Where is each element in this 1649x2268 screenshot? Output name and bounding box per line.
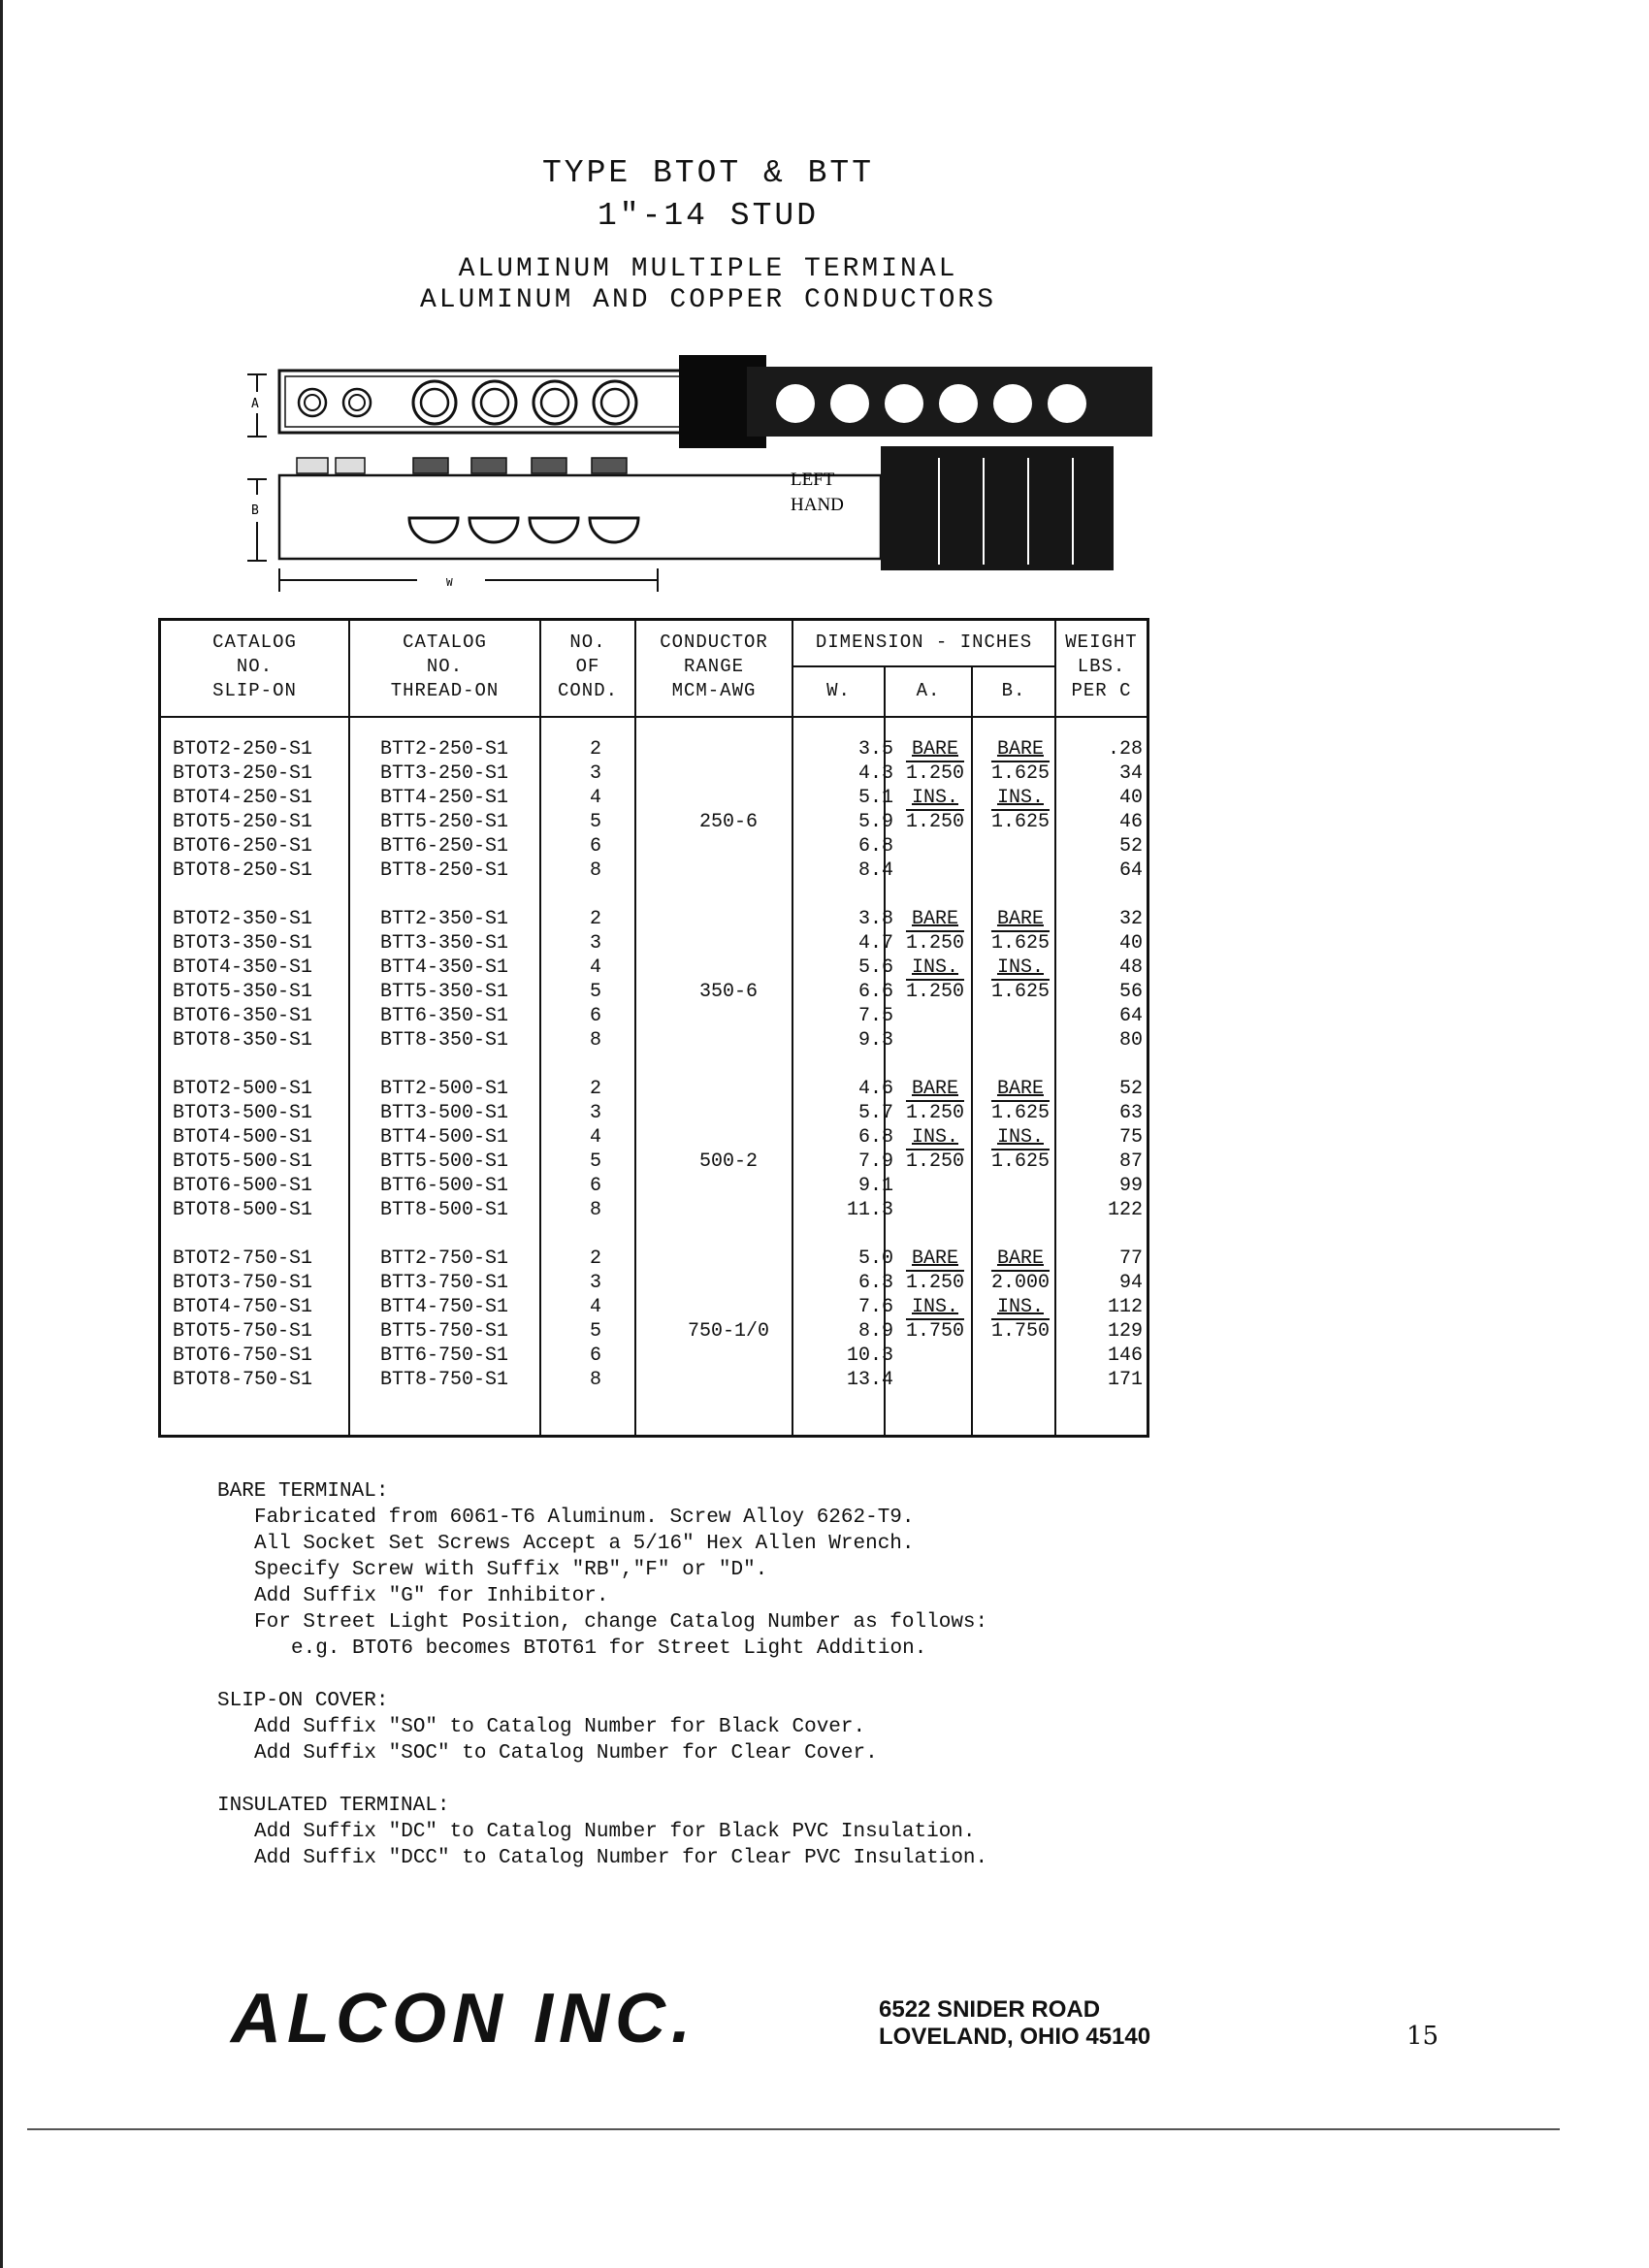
conductor-count-cell: 5 — [590, 981, 602, 1003]
catalog-thread-cell: BTT5-350-S1 — [380, 981, 509, 1003]
catalog-slip-cell: BTOT2-750-S1 — [173, 1247, 313, 1270]
dim-b-cell: 1.625 — [990, 811, 1050, 833]
dim-a-cell: 1.750 — [905, 1320, 964, 1343]
dim-w-cell: 5.9 — [857, 811, 893, 833]
company-address — [879, 1996, 1150, 2051]
header-dimension: DIMENSION - INCHES — [815, 632, 1033, 653]
title-line-2: 1"-14 STUD — [597, 198, 820, 234]
header-rule — [161, 716, 1147, 718]
dimension-b-marker — [247, 479, 267, 561]
dim-w-cell: 9.3 — [857, 1029, 893, 1052]
weight-cell: 129 — [1107, 1320, 1143, 1343]
note-example: e.g. BTOT6 becomes BTOT61 for Street Light Addition. — [291, 1637, 927, 1660]
dim-w-cell: 6.3 — [857, 1272, 893, 1294]
catalog-slip-cell: BTOT3-500-S1 — [173, 1102, 313, 1124]
catalog-thread-cell: BTT4-250-S1 — [380, 787, 509, 809]
screw-heads — [297, 458, 627, 473]
catalog-slip-cell: BTOT6-500-S1 — [173, 1175, 313, 1197]
catalog-slip-cell: BTOT5-500-S1 — [173, 1150, 313, 1173]
dim-b-cell: BARE — [996, 1247, 1044, 1270]
weight-cell: 56 — [1118, 981, 1143, 1003]
catalog-slip-cell: BTOT4-500-S1 — [173, 1126, 313, 1149]
catalog-thread-cell: BTT8-250-S1 — [380, 859, 509, 882]
catalog-thread-cell: BTT3-750-S1 — [380, 1272, 509, 1294]
weight-cell: 64 — [1118, 1005, 1143, 1027]
catalog-thread-cell: BTT6-750-S1 — [380, 1345, 509, 1367]
catalog-thread-cell: BTT3-350-S1 — [380, 932, 509, 955]
conductor-count-cell: 2 — [590, 908, 602, 930]
header-dim-w: W. — [826, 680, 851, 701]
dim-a-cell: 1.250 — [905, 811, 964, 833]
conductor-count-cell: 4 — [590, 956, 602, 979]
dim-a-cell: 1.250 — [905, 1102, 964, 1124]
catalog-thread-cell: BTT6-350-S1 — [380, 1005, 509, 1027]
conductor-count-cell: 2 — [590, 738, 602, 761]
terminal-photo — [679, 355, 1152, 570]
catalog-thread-cell: BTT4-350-S1 — [380, 956, 509, 979]
conductor-range-cell: 350-6 — [698, 981, 758, 1003]
conductor-count-cell: 6 — [590, 835, 602, 858]
page-number: 15 — [1406, 2022, 1439, 2051]
dim-w-cell: 8.9 — [857, 1320, 893, 1343]
dim-b-cell: 1.625 — [990, 762, 1050, 785]
catalog-slip-cell: BTOT8-350-S1 — [173, 1029, 313, 1052]
conductor-count-cell: 5 — [590, 1150, 602, 1173]
conductor-range-cell: 250-6 — [698, 811, 758, 833]
title-line-1: TYPE BTOT & BTT — [541, 155, 875, 191]
dim-b-cell: INS. — [996, 1296, 1044, 1318]
header-dim-b: B. — [1001, 680, 1026, 701]
dim-w-cell: 5.0 — [857, 1247, 893, 1270]
dim-a-cell: 1.250 — [905, 1272, 964, 1294]
dim-a-cell: BARE — [911, 1078, 958, 1100]
catalog-slip-cell: BTOT8-750-S1 — [173, 1369, 313, 1391]
left-hand-label-1: LEFT — [791, 470, 835, 490]
conductor-range-cell: 750-1/0 — [687, 1320, 769, 1343]
note-heading: SLIP-ON COVER: — [217, 1690, 389, 1712]
note-line: Add Suffix "SOC" to Catalog Number for Clear Cover. — [254, 1742, 878, 1765]
scan-edge — [0, 0, 3, 2268]
catalog-thread-cell: BTT3-500-S1 — [380, 1102, 509, 1124]
conductor-count-cell: 2 — [590, 1078, 602, 1100]
dim-w-cell: 7.6 — [857, 1296, 893, 1318]
catalog-slip-cell: BTOT2-250-S1 — [173, 738, 313, 761]
note-line: Fabricated from 6061-T6 Aluminum. Screw Alloy 6262-T9. — [254, 1507, 915, 1529]
weight-cell: 94 — [1118, 1272, 1143, 1294]
note-line: For Street Light Position, change Catalog Number as follows: — [254, 1611, 988, 1634]
dim-b-cell: 1.625 — [990, 981, 1050, 1003]
catalog-slip-cell: BTOT2-350-S1 — [173, 908, 313, 930]
weight-cell: 64 — [1118, 859, 1143, 882]
catalog-thread-cell: BTT8-500-S1 — [380, 1199, 509, 1221]
note-line: Specify Screw with Suffix "RB","F" or "D". — [254, 1559, 768, 1581]
dimension-w-marker — [279, 568, 658, 592]
dim-a-cell: INS. — [911, 1296, 958, 1318]
dim-w-cell: 4.7 — [857, 932, 893, 955]
dim-a-cell: 1.250 — [905, 981, 964, 1003]
catalog-thread-cell: BTT8-350-S1 — [380, 1029, 509, 1052]
dim-b-cell: 1.625 — [990, 932, 1050, 955]
header-catalog-thread: CATALOG NO. THREAD-ON — [390, 632, 500, 701]
dim-b-cell: BARE — [996, 1078, 1044, 1100]
dim-w-cell: 5.6 — [857, 956, 893, 979]
header-dim-a: A. — [916, 680, 941, 701]
terminal-diagram — [223, 349, 1193, 601]
dim-w-cell: 7.9 — [857, 1150, 893, 1173]
dim-w-cell: 8.4 — [857, 859, 893, 882]
conductor-count-cell: 5 — [590, 811, 602, 833]
conductor-count-cell: 6 — [590, 1175, 602, 1197]
subtitle-line-2: ALUMINUM AND COPPER CONDUCTORS — [419, 285, 997, 315]
dim-a-cell: INS. — [911, 1126, 958, 1149]
dim-w-cell: 11.3 — [846, 1199, 893, 1221]
dim-w-cell: 6.6 — [857, 981, 893, 1003]
dim-w-cell: 5.7 — [857, 1102, 893, 1124]
address-line-1: 6522 SNIDER ROAD — [879, 1996, 1101, 2023]
conductor-count-cell: 8 — [590, 1369, 602, 1391]
dim-w-cell: 9.1 — [857, 1175, 893, 1197]
catalog-thread-cell: BTT6-500-S1 — [380, 1175, 509, 1197]
note-line: All Socket Set Screws Accept a 5/16" Hex Allen Wrench. — [254, 1533, 915, 1555]
catalog-thread-cell: BTT2-250-S1 — [380, 738, 509, 761]
dim-b-cell: INS. — [996, 956, 1044, 979]
header-no-cond: NO. OF COND. — [557, 632, 618, 701]
weight-cell: 40 — [1118, 787, 1143, 809]
catalog-thread-cell: BTT2-750-S1 — [380, 1247, 509, 1270]
weight-cell: 80 — [1118, 1029, 1143, 1052]
conductor-count-cell: 3 — [590, 932, 602, 955]
notes-section — [217, 1478, 987, 1871]
dim-w-cell: 7.5 — [857, 1005, 893, 1027]
dim-a-cell: BARE — [911, 908, 958, 930]
dim-b-cell: 1.625 — [990, 1150, 1050, 1173]
conductor-count-cell: 8 — [590, 1199, 602, 1221]
weight-cell: 63 — [1118, 1102, 1143, 1124]
dim-b-cell: BARE — [996, 908, 1044, 930]
dim-a-cell: 1.250 — [905, 932, 964, 955]
dim-b-cell: 1.750 — [990, 1320, 1050, 1343]
dim-b-cell: INS. — [996, 1126, 1044, 1149]
note-heading: INSULATED TERMINAL: — [217, 1795, 450, 1817]
catalog-slip-cell: BTOT3-750-S1 — [173, 1272, 313, 1294]
dim-a-cell: BARE — [911, 1247, 958, 1270]
subtitle-line-1: ALUMINUM MULTIPLE TERMINAL — [458, 254, 958, 284]
weight-cell: 146 — [1107, 1345, 1143, 1367]
catalog-thread-cell: BTT8-750-S1 — [380, 1369, 509, 1391]
dim-a-cell: BARE — [911, 738, 958, 761]
catalog-thread-cell: BTT5-250-S1 — [380, 811, 509, 833]
left-hand-label-2: HAND — [791, 495, 844, 515]
conductor-count-cell: 2 — [590, 1247, 602, 1270]
conductor-count-cell: 4 — [590, 787, 602, 809]
col-divider — [792, 621, 793, 1435]
note-line: Add Suffix "SO" to Catalog Number for Black Cover. — [254, 1716, 866, 1738]
catalog-slip-cell: BTOT3-350-S1 — [173, 932, 313, 955]
catalog-slip-cell: BTOT4-750-S1 — [173, 1296, 313, 1318]
weight-cell: 112 — [1107, 1296, 1143, 1318]
note-line: Add Suffix "G" for Inhibitor. — [254, 1585, 609, 1607]
catalog-slip-cell: BTOT6-350-S1 — [173, 1005, 313, 1027]
weight-cell: 52 — [1118, 1078, 1143, 1100]
dim-w-cell: 10.3 — [846, 1345, 893, 1367]
conductor-range-cell: 500-2 — [698, 1150, 758, 1173]
catalog-slip-cell: BTOT5-250-S1 — [173, 811, 313, 833]
weight-cell: .28 — [1107, 738, 1143, 761]
bottom-rule — [27, 2128, 1560, 2130]
dim-w-cell: 4.6 — [857, 1078, 893, 1100]
catalog-table — [158, 618, 1149, 1438]
conductor-count-cell: 5 — [590, 1320, 602, 1343]
dim-w-cell: 6.8 — [857, 835, 893, 858]
catalog-thread-cell: BTT6-250-S1 — [380, 835, 509, 858]
note-line: Add Suffix "DCC" to Catalog Number for Clear PVC Insulation. — [254, 1847, 988, 1869]
header-range: CONDUCTOR RANGE MCM-AWG — [660, 632, 768, 701]
catalog-slip-cell: BTOT3-250-S1 — [173, 762, 313, 785]
dimension-subheader-rule — [792, 665, 1056, 667]
catalog-slip-cell: BTOT6-750-S1 — [173, 1345, 313, 1367]
col-divider — [539, 621, 541, 1435]
weight-cell: 99 — [1118, 1175, 1143, 1197]
catalog-slip-cell: BTOT8-250-S1 — [173, 859, 313, 882]
weight-cell: 48 — [1118, 956, 1143, 979]
catalog-thread-cell: BTT3-250-S1 — [380, 762, 509, 785]
catalog-slip-cell: BTOT5-350-S1 — [173, 981, 313, 1003]
conductor-count-cell: 8 — [590, 1029, 602, 1052]
col-divider — [348, 621, 350, 1435]
catalog-slip-cell: BTOT6-250-S1 — [173, 835, 313, 858]
note-line: Add Suffix "DC" to Catalog Number for Black PVC Insulation. — [254, 1821, 976, 1843]
catalog-slip-cell: BTOT4-250-S1 — [173, 787, 313, 809]
dim-w-label: W — [446, 576, 453, 589]
weight-cell: 46 — [1118, 811, 1143, 833]
dim-w-cell: 4.3 — [857, 762, 893, 785]
note-heading: BARE TERMINAL: — [217, 1480, 389, 1503]
dim-b-cell: INS. — [996, 787, 1044, 809]
dim-a-label: A — [251, 397, 259, 411]
dim-a-cell: INS. — [911, 956, 958, 979]
address-line-2: LOVELAND, OHIO 45140 — [879, 2024, 1151, 2050]
header-catalog-slip: CATALOG NO. SLIP-ON — [212, 632, 297, 701]
conductor-count-cell: 8 — [590, 859, 602, 882]
header-weight: WEIGHT LBS. PER C — [1065, 632, 1138, 701]
conductor-count-cell: 4 — [590, 1296, 602, 1318]
catalog-thread-cell: BTT4-500-S1 — [380, 1126, 509, 1149]
col-divider — [634, 621, 636, 1435]
catalog-thread-cell: BTT5-750-S1 — [380, 1320, 509, 1343]
conductor-count-cell: 6 — [590, 1345, 602, 1367]
conductor-count-cell: 4 — [590, 1126, 602, 1149]
weight-cell: 122 — [1107, 1199, 1143, 1221]
weight-cell: 171 — [1107, 1369, 1143, 1391]
dim-b-cell: BARE — [996, 738, 1044, 761]
conductor-count-cell: 3 — [590, 1272, 602, 1294]
company-logo: ALCON INC. — [231, 1980, 696, 2057]
weight-cell: 32 — [1118, 908, 1143, 930]
weight-cell: 52 — [1118, 835, 1143, 858]
dim-a-cell: 1.250 — [905, 762, 964, 785]
catalog-slip-cell: BTOT5-750-S1 — [173, 1320, 313, 1343]
dim-w-cell: 3.5 — [857, 738, 893, 761]
dim-w-cell: 6.8 — [857, 1126, 893, 1149]
weight-cell: 77 — [1118, 1247, 1143, 1270]
dim-w-cell: 5.1 — [857, 787, 893, 809]
weight-cell: 40 — [1118, 932, 1143, 955]
catalog-slip-cell: BTOT4-350-S1 — [173, 956, 313, 979]
catalog-thread-cell: BTT5-500-S1 — [380, 1150, 509, 1173]
weight-cell: 34 — [1118, 762, 1143, 785]
catalog-thread-cell: BTT2-500-S1 — [380, 1078, 509, 1100]
dim-b-cell: 1.625 — [990, 1102, 1050, 1124]
dim-w-cell: 13.4 — [846, 1369, 893, 1391]
dim-w-cell: 3.8 — [857, 908, 893, 930]
catalog-slip-cell: BTOT8-500-S1 — [173, 1199, 313, 1221]
conductor-count-cell: 3 — [590, 1102, 602, 1124]
dim-a-cell: 1.250 — [905, 1150, 964, 1173]
catalog-thread-cell: BTT4-750-S1 — [380, 1296, 509, 1318]
weight-cell: 75 — [1118, 1126, 1143, 1149]
catalog-slip-cell: BTOT2-500-S1 — [173, 1078, 313, 1100]
conductor-count-cell: 3 — [590, 762, 602, 785]
conductor-count-cell: 6 — [590, 1005, 602, 1027]
catalog-thread-cell: BTT2-350-S1 — [380, 908, 509, 930]
dim-b-label: B — [251, 503, 259, 518]
dim-a-cell: INS. — [911, 787, 958, 809]
dim-b-cell: 2.000 — [990, 1272, 1050, 1294]
weight-cell: 87 — [1118, 1150, 1143, 1173]
